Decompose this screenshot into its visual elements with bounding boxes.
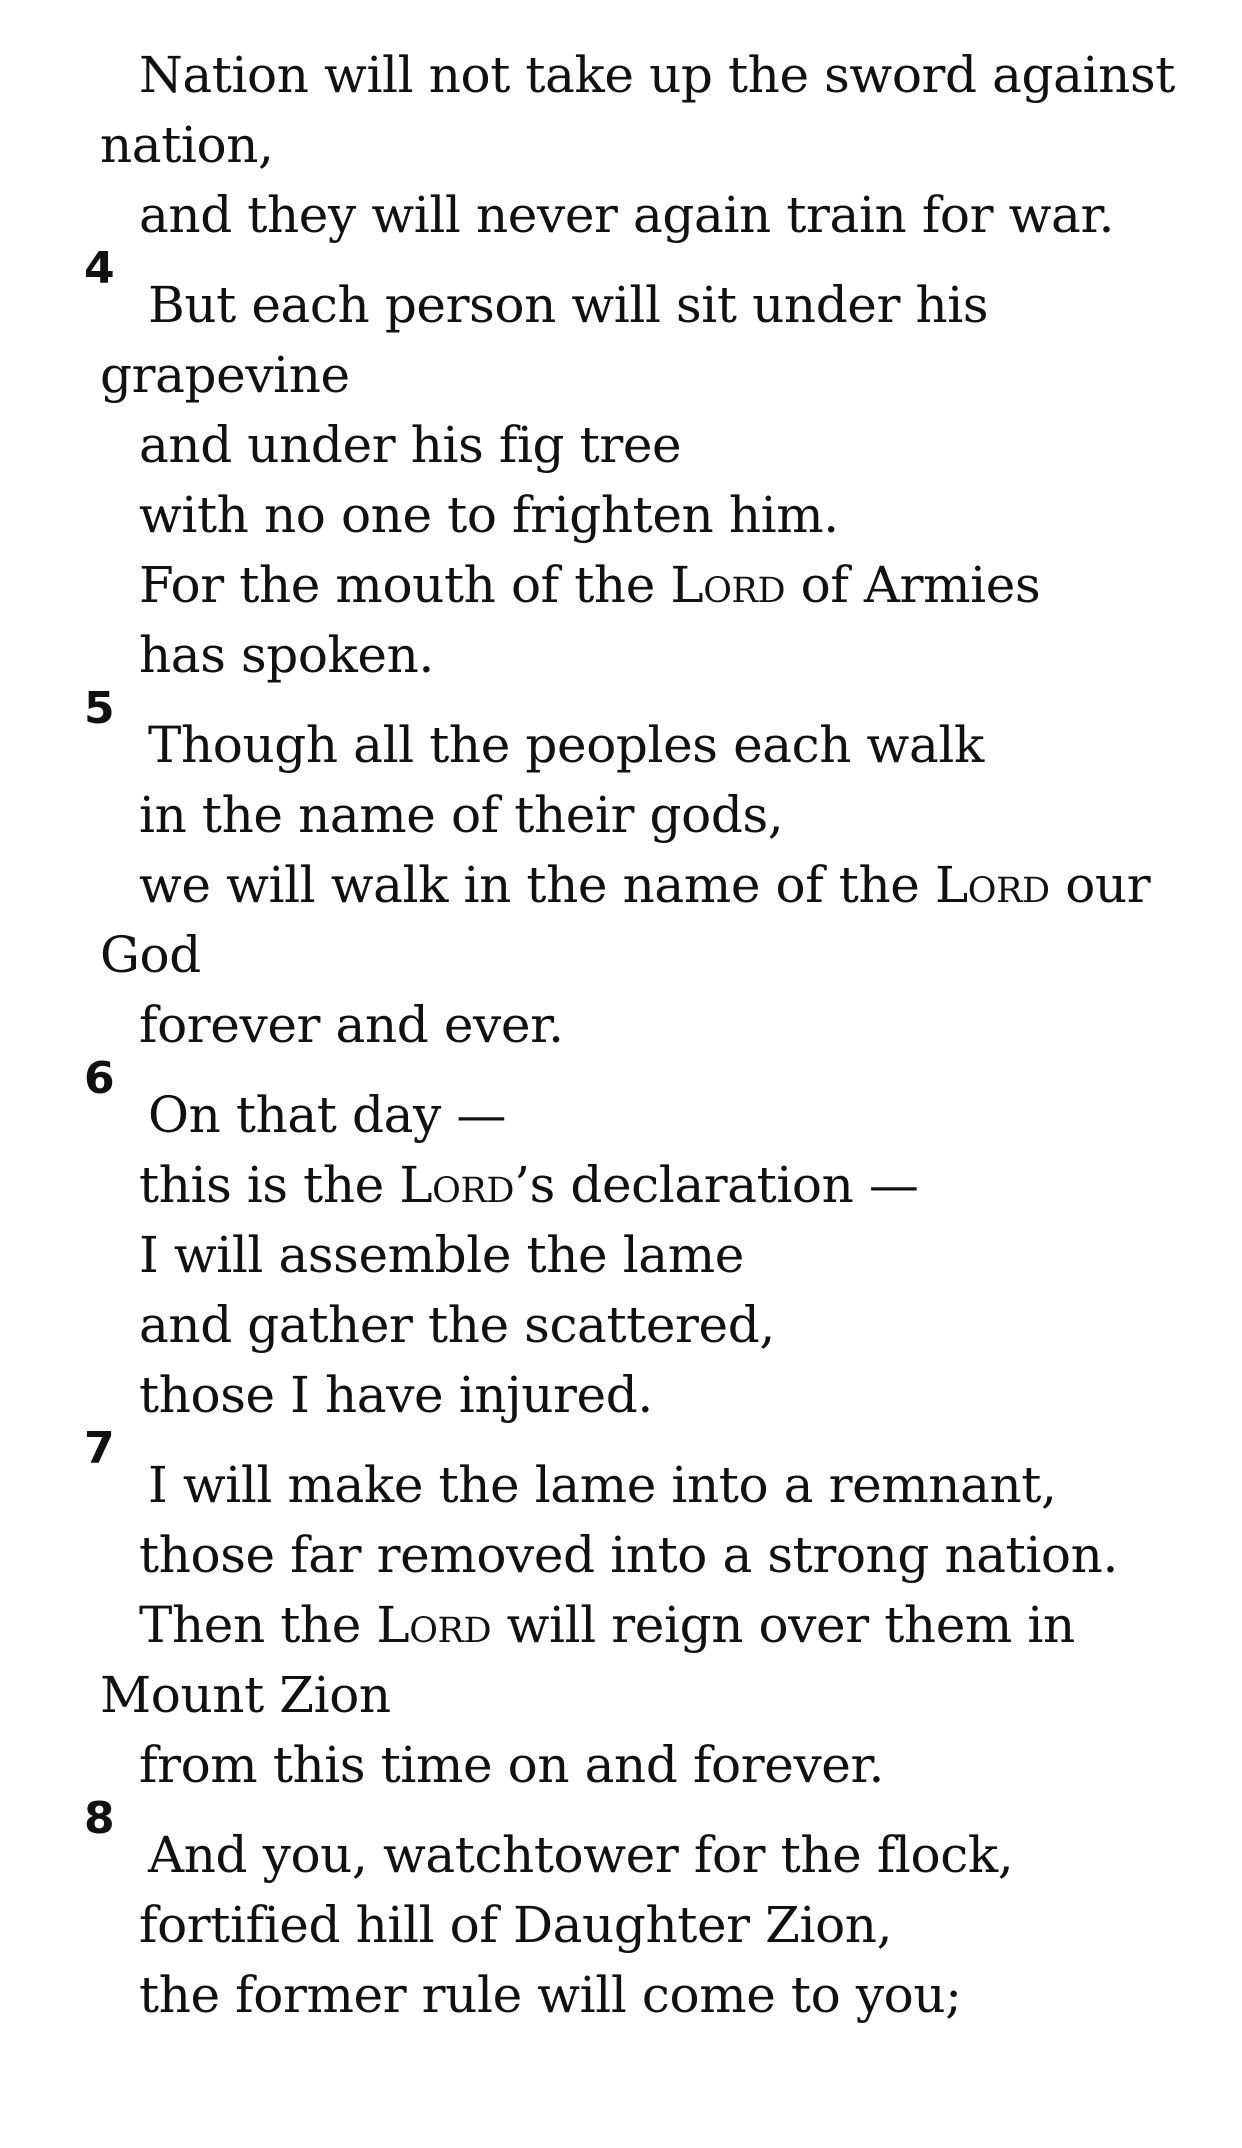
divine-name: Lord (376, 1596, 492, 1654)
poetry-line (0, 780, 1242, 850)
verse-number[interactable]: 4 (84, 243, 115, 294)
poetry-line (0, 1730, 1242, 1800)
poetry-line (0, 550, 1242, 620)
poetry-line (0, 1890, 1242, 1960)
verse-7-start (0, 1423, 1242, 1520)
line-text: I will make the lame into a remnant, (148, 1456, 1057, 1514)
line-text: has spoken. (139, 626, 434, 684)
line-text: those far removed into a strong nation. (139, 1526, 1118, 1584)
line-text: the former rule will come to you; (139, 1966, 962, 2024)
verse-number[interactable]: 5 (84, 683, 115, 734)
line-text: And you, watchtower for the flock, (148, 1826, 1014, 1884)
poetry-line (0, 850, 1242, 920)
line-text: I will assemble the lame (139, 1226, 744, 1284)
verse-6-start (0, 1053, 1242, 1150)
poetry-line (0, 180, 1242, 250)
line-text: Then the (139, 1596, 377, 1654)
line-text: grapevine (100, 346, 350, 404)
line-text: in the name of their gods, (139, 786, 784, 844)
poetry-line (0, 40, 1242, 110)
line-text: God (100, 926, 201, 984)
poetry-line (0, 1520, 1242, 1590)
line-text: from this time on and forever. (139, 1736, 884, 1794)
line-text: this is the (139, 1156, 400, 1214)
poetry-line (0, 1220, 1242, 1290)
line-text: of Armies (785, 556, 1041, 614)
line-text: Though all the peoples each walk (148, 716, 984, 774)
poetry-line (0, 1360, 1242, 1430)
verse-number[interactable]: 8 (84, 1793, 115, 1844)
line-text: Mount Zion (100, 1666, 391, 1724)
poetry-line (0, 1290, 1242, 1360)
poetry-line (0, 1150, 1242, 1220)
line-text: and gather the scattered, (139, 1296, 775, 1354)
line-text: On that day — (148, 1086, 506, 1144)
verse-8-start (0, 1793, 1242, 1890)
verse-number[interactable]: 6 (84, 1053, 115, 1104)
scripture-text (0, 40, 1242, 2030)
poetry-line (0, 620, 1242, 690)
line-text: For the mouth of the (139, 556, 671, 614)
poetry-line-wrap (0, 920, 1242, 990)
line-text: our (1049, 856, 1151, 914)
line-text: we will walk in the name of the (139, 856, 935, 914)
line-text: and they will never again train for war. (139, 186, 1114, 244)
poetry-line (0, 1960, 1242, 2030)
divine-name: Lord (935, 856, 1050, 914)
poetry-line-wrap (0, 340, 1242, 410)
line-text: Nation will not take up the sword against (139, 46, 1175, 104)
poetry-line (0, 480, 1242, 550)
poetry-line (0, 410, 1242, 480)
line-text: ’s declaration — (514, 1156, 919, 1214)
line-text: those I have injured. (139, 1366, 653, 1424)
line-text: nation, (100, 116, 274, 174)
verse-number[interactable]: 7 (84, 1423, 115, 1474)
poetry-line (0, 1590, 1242, 1660)
verse-5-start (0, 683, 1242, 780)
line-text: But each person will sit under his (148, 276, 989, 334)
poetry-line-wrap (0, 1660, 1242, 1730)
divine-name: Lord (399, 1156, 515, 1214)
divine-name: Lord (670, 556, 786, 614)
line-text: and under his fig tree (139, 416, 682, 474)
line-text: with no one to frighten him. (139, 486, 839, 544)
line-text: fortified hill of Daughter Zion, (139, 1896, 893, 1954)
poetry-line (0, 990, 1242, 1060)
line-text: will reign over them in (491, 1596, 1075, 1654)
line-text: forever and ever. (139, 996, 564, 1054)
verse-4-start (0, 243, 1242, 340)
poetry-line-wrap (0, 110, 1242, 180)
